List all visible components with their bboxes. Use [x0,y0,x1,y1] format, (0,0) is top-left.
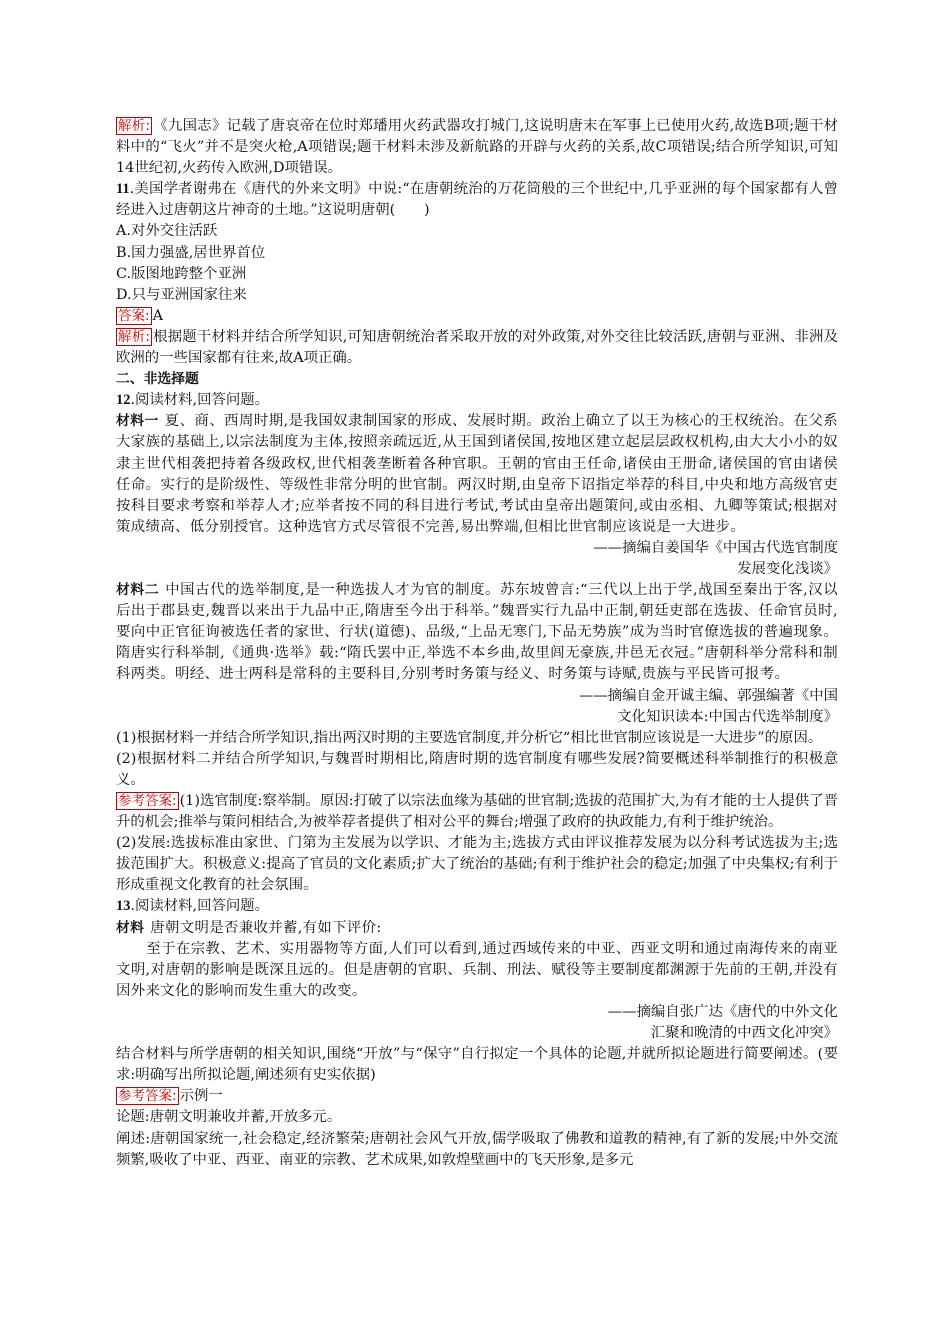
ref-answer-tag: 参考答案: [118,1088,177,1105]
q13-answer-example [116,1086,838,1107]
material-1-label: 材料一 [116,413,159,430]
q12-intro [116,390,838,411]
material-2-text: 中国古代的选举制度,是一种选拔人才为官的制度。苏东坡曾言:“三代以上出于学,战国至秦出于客,汉以后出于郡县吏,魏晋以来出于九品中正,隋唐至今出于科举。”魏晋实行九品中正制,朝廷吏部在选拔、任命官员时,要向中正官征询被选任者的家世、行状(道德)、品级,“上品无寒门,下品无势族”成为当时官僚选拔的普遍现象。隋唐实行科举制,《通典·选举》载:“隋氏罢中正,举选不本乡曲,故里闾无豪族,井邑无衣冠。”唐朝科举分常科和制科两类。明经、进士两科是常科的主要科目,分别考时务策与经义、时务策与诗赋,贵族与平民皆可报考。 [116,582,838,683]
material-1-source-line-2: 发展变化浅谈》 [737,560,838,577]
q13-number: 13 [116,898,131,915]
q12-answer-1-text: (1)选官制度:察举制。原因:打破了以宗法血缘为基础的世官制;选拔的范围扩大,为有才能的士人提供了晋升的机会;推举与策问相结合,为被举荐者提供了相对公平的舞台;增强了政府的执政能力,有利于维护统治。 [116,793,838,831]
q13-example-label: 示例一 [179,1088,223,1105]
q13-source-line-2: 汇聚和晚清的中西文化冲突》 [650,1025,838,1042]
material-1-source-line-1: ——摘编自姜国华《中国古代选官制度 [593,539,838,556]
material-2-source-line-2: 文化知识读本:中国古代选举制度》 [617,708,838,725]
q12-subquestion-1: (1)根据材料一并结合所学知识,指出两汉时期的主要选官制度,并分析它“相比世官制应该说是一大进步”的原因。 [116,729,823,746]
q11-option-a: A.对外交往活跃 [116,223,218,240]
q12-intro-text: .阅读材料,回答问题。 [130,392,270,409]
q12-answer-2: (2)发展:选拔标准由家世、门第为主发展为以学识、才能为主;选拔方式由评议推荐发展为以分科考试选拔为主;选拔范围扩大。积极意义:提高了官员的文化素质;扩大了统治的基础;有利于维护社会的稳定;加强了中央集权;有利于形成重视文化教育的社会氛围。 [116,835,838,894]
analysis-tag: 解析: [118,328,150,345]
q12-subquestion-2: (2)根据材料二并结合所学知识,与魏晋时期相比,隋唐时期的选官制度有哪些发展?简要概述科举制推行的积极意义。 [116,750,838,788]
q13-intro-text: .阅读材料,回答问题。 [130,898,270,915]
q11-option-c: C.版图地跨整个亚洲 [116,265,247,282]
material-label: 材料 [116,919,145,936]
q11-option-d: D.只与亚洲国家往来 [116,286,247,303]
q12-material-2 [116,580,838,685]
ref-answer-tag: 参考答案: [118,793,177,809]
q10-analysis [116,116,838,179]
material-2-source-line-1: ——摘编自金开诚主编、郭强编著《中国 [578,687,838,704]
q13-task: 结合材料与所学唐朝的相关知识,围绕“开放”与“保守”自行拟定一个具体的论题,并就所拟论题进行简要阐述。(要求:明确写出所拟论题,阐述须有史实依据) [116,1046,838,1084]
q11-analysis [116,327,838,369]
q11-stem [116,179,838,221]
q12-number: 12 [116,392,131,409]
material-1-text: 夏、商、西周时期,是我国奴隶制国家的形成、发展时期。政治上确立了以王为核心的王权统治。在父系大家族的基础上,以宗法制度为主体,按照亲疏远近,从王国到诸侯国,按地区建立起层层政权机构,由大大小小的奴隶主世代相袭把持着各级政权,世代相袭垄断着各种官职。王朝的官由王任命,诸侯由王册命,诸侯国的官由诸侯任命。实行的是阶级性、等级性非常分明的世官制。两汉时期,由皇帝下诏指定举荐的科目,中央和地方高级官吏按科目要求考察和举荐人才;应举者按不同的科目进行考试,考试由皇帝出题策问,或由丞相、九卿等策试;根据对策成绩高、低分别授官。这种选官方式尽管很不完善,易出弊端,但相比世官制应该说是一大进步。 [116,413,838,535]
q13-source-line-1: ——摘编自张广达《唐代的中外文化 [607,1003,838,1020]
q11-analysis-text: 根据题干材料并结合所学知识,可知唐朝统治者采取开放的对外政策,对外交往比较活跃,唐朝与亚洲、非洲及欧洲的一些国家都有往来,故A项正确。 [116,328,838,367]
analysis-tag: 解析: [118,118,151,134]
q11-stem-text: .美国学者谢弗在《唐代的外来文明》中说:“在唐朝统治的万花筒般的三个世纪中,几乎亚洲的每个国家都有人曾经进入过唐朝这片神奇的土地。”这说明唐朝( ) [116,181,838,219]
answer-tag: 答案: [118,307,150,324]
q13-thesis: 论题:唐朝文明兼收并蓄,开放多元。 [116,1109,342,1126]
q12-answer-1 [116,791,838,833]
q10-analysis-text: 《九国志》记载了唐哀帝在位时郑璠用火药武器攻打城门,这说明唐末在军事上已使用火药,故选B项;题干材料中的“飞火”并不是突火枪,A项错误;题干材料未涉及新航路的开辟与火药的关系,故C项错误;结合所学知识,可知14世纪初,火药传入欧洲,D项错误。 [116,118,838,177]
q11-option-b: B.国力强盛,居世界首位 [116,244,266,261]
document-page [116,116,838,1171]
q11-number: 11 [116,181,130,198]
q13-intro [116,896,838,917]
section-heading: 二、非选择题 [116,371,199,388]
q11-answer [116,306,838,327]
material-lead-text: 唐朝文明是否兼收并蓄,有如下评价: [150,919,382,936]
q11-answer-value: A [152,307,163,324]
material-2-label: 材料二 [116,582,160,599]
q13-material-lead [116,918,838,939]
q13-material-text: 至于在宗教、艺术、实用器物等方面,人们可以看到,通过西域传来的中亚、西亚文明和通过南海传来的南亚文明,对唐朝的影响是既深且远的。但是唐朝的官职、兵制、刑法、赋役等主要制度都渊源于先前的王朝,并没有因外来文化的影响而发生重大的改变。 [116,940,838,999]
q13-elaboration: 阐述:唐朝国家统一,社会稳定,经济繁荣;唐朝社会风气开放,儒学吸取了佛教和道教的精神,有了新的发展;中外交流频繁,吸收了中亚、西亚、南亚的宗教、艺术成果,如敦煌壁画中的飞天形象,是多元 [116,1130,838,1168]
q12-material-1 [116,411,838,538]
